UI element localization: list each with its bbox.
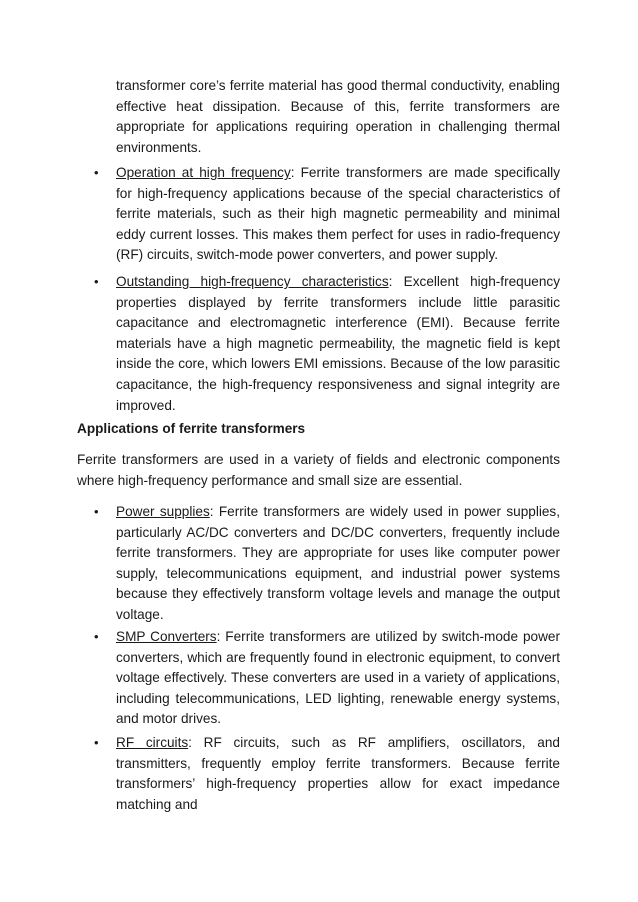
feature-item-high-frequency-characteristics [116, 272, 560, 416]
application-term: SMP Converters [116, 629, 217, 644]
intro-paragraph: transformer core’s ferrite material has good thermal conductivity, enabling effective heat dissipation. Because of this, ferrite transformers are appropriate for applications requiring operation in challenging thermal environments. [116, 78, 560, 155]
application-body: : Ferrite transformers are utilized by switch-mode power converters, which are frequently found in electronic equipment, to convert voltage effectively. These converters are used in a variety of applications, including telecommunications, LED lighting, renewable energy systems, and motor drives. [116, 629, 560, 727]
feature-term: Operation at high frequency [116, 165, 291, 180]
section-heading: Applications of ferrite transformers [77, 421, 306, 436]
feature-term: Outstanding high-frequency characteristics [116, 274, 389, 289]
application-item-power-supplies [116, 502, 560, 626]
applications-intro: Ferrite transformers are used in a variety of fields and electronic components where high-frequency performance and small size are essential. [77, 452, 560, 488]
bullet-icon: • [94, 735, 99, 750]
application-item-smp-converters [116, 627, 560, 730]
application-body: : RF circuits, such as RF amplifiers, oscillators, and transmitters, frequently employ ferrite transformers. Because ferrite transformers’ high-frequency properties allow for exact impedance matching and [116, 735, 560, 812]
feature-body: : Ferrite transformers are made specifically for high-frequency applications because of the special characteristics of ferrite materials, such as their high magnetic permeability and minimal eddy current losses. This makes them perfect for uses in radio-frequency (RF) circuits, switch-mode power converters, and power supply. [116, 165, 560, 263]
bullet-icon: • [94, 274, 99, 289]
feature-body: : Excellent high-frequency properties displayed by ferrite transformers include little parasitic capacitance and electromagnetic interference (EMI). Because ferrite materials have a high magnetic permeability, the magnetic field is kept inside the core, which lowers EMI emissions. Because of the low parasitic capacitance, the high-frequency responsiveness and signal integrity are improved. [116, 274, 560, 413]
bullet-icon: • [94, 165, 99, 180]
application-term: RF circuits [116, 735, 189, 750]
application-body: : Ferrite transformers are widely used in power supplies, particularly AC/DC converters and DC/DC converters, frequently include ferrite transformers. They are appropriate for uses like computer power supply, telecommunications equipment, and industrial power systems because they effectively transform voltage levels and manage the output voltage. [116, 504, 560, 622]
bullet-icon: • [94, 504, 99, 519]
bullet-icon: • [94, 629, 99, 644]
application-item-rf-circuits [116, 733, 560, 815]
application-term: Power supplies [116, 504, 210, 519]
feature-item-high-frequency-operation [116, 163, 560, 266]
